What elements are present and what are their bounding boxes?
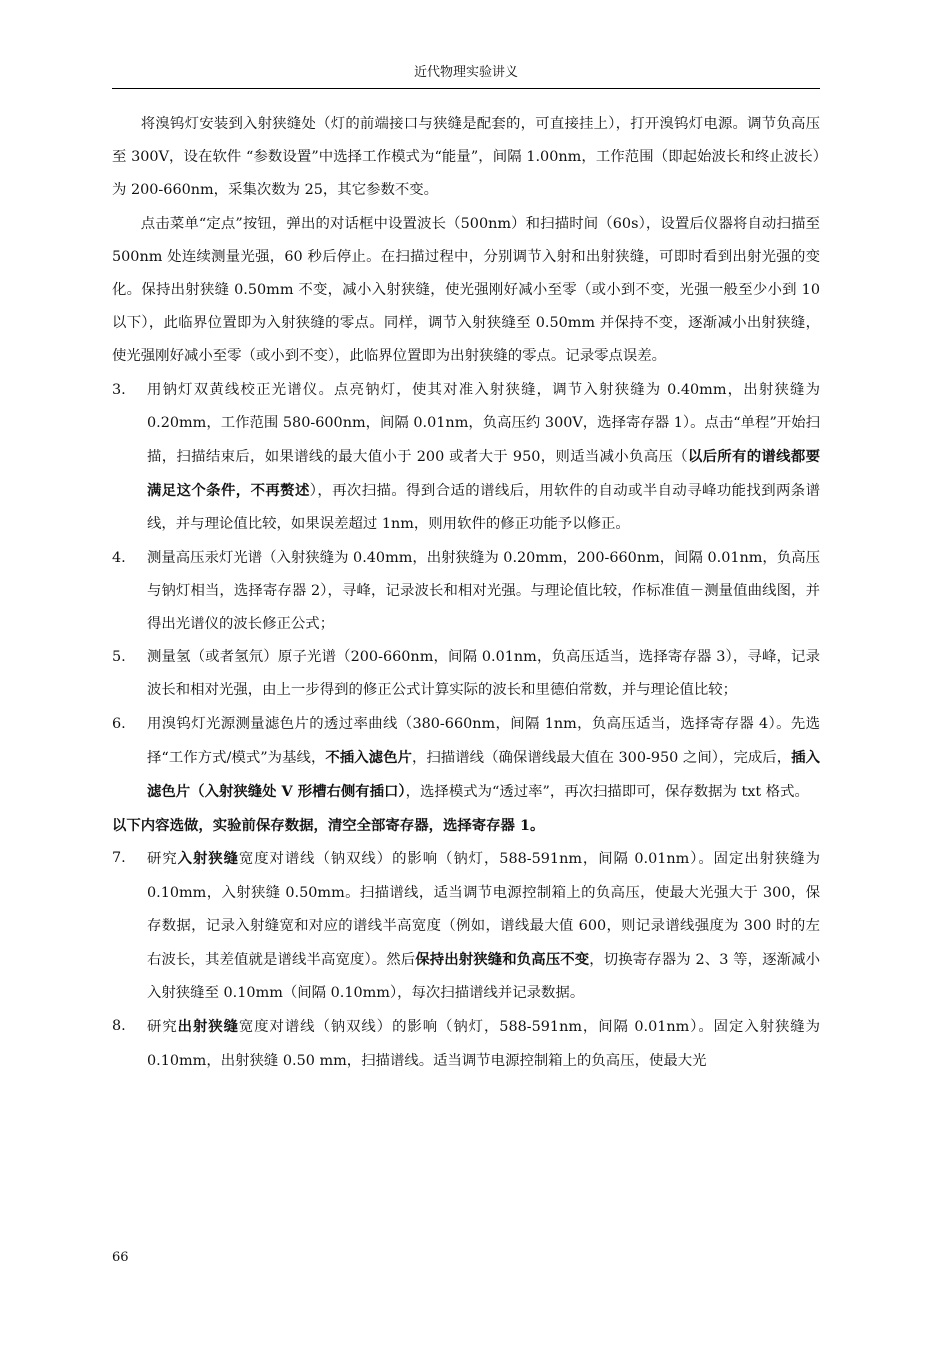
list-item — [112, 842, 820, 1010]
item-text: 测量高压汞灯光谱（入射狭缝为 0.40mm，出射狭缝为 0.20mm，200-660nm，间隔 0.01nm，负高压与钠灯相当，选择寄存器 2），寻峰，记录波长和相对光强。与理论值比较，作标准值－测量值曲线图，并得出光谱仪的波长修正公式； — [147, 549, 820, 633]
running-header: 近代物理实验讲义 — [413, 65, 518, 80]
item-bold-text: 不插入滤色片 — [325, 748, 412, 766]
item-number: 8. — [112, 1018, 126, 1035]
item-text: 宽度对谱线（钠双线）的影响（钠灯，588-591nm，间隔 0.01nm）。固定入射狭缝为 0.10mm，出射狭缝 0.50 mm，扫描谱线。适当调节电源控制箱上的负高压，使最大光 — [147, 1019, 820, 1069]
paragraph-bromine-tungsten-lamp: 将溴钨灯安装到入射狭缝处（灯的前端接口与狭缝是配套的，可直接挂上），打开溴钨灯电源。调节负高压至 300V，设在软件 “参数设置”中选择工作模式为“能量”，间隔 1.00nm，工作范围（即起始波长和终止波长）为 200-660nm，采集次数为 25，其它参数不变。 — [112, 116, 820, 199]
item-text: ），再次扫描。得到合适的谱线后，用软件的自动或半自动寻峰功能找到两条谱线，并与理论值比较，如果误差超过 1nm，则用软件的修正功能予以修正。 — [147, 483, 820, 533]
item-text: 研究 — [147, 1019, 178, 1036]
item-text: ，扫描谱线（确保谱线最大值在 300-950 之间），完成后， — [411, 749, 792, 766]
item-number: 3. — [112, 381, 126, 398]
header-rule — [112, 88, 820, 89]
item-text: 用钠灯双黄线校正光谱仪。点亮钠灯，使其对准入射狭缝，调节入射狭缝为 0.40mm，出射狭缝为 0.20mm，工作范围 580-600nm，间隔 0.01nm，负高压约 300V，选择寄存器 1）。点击“单程”开始扫描，扫描结束后，如果谱线的最大值小于 200 或者大于 950，则适当减小负高压（ — [147, 381, 820, 466]
item-bold-text: 插入滤色片（入射狭缝处 V 形槽右侧有插口） — [147, 748, 820, 801]
item-bold-text: 以后所有的谱线都要满足这个条件，不再赘述 — [147, 448, 820, 500]
item-number: 6. — [112, 715, 126, 732]
paragraph-fixed-point-zero: 点击菜单“定点”按钮，弹出的对话框中设置波长（500nm）和扫描时间（60s），设置后仪器将自动扫描至 500nm 处连续测量光强，60 秒后停止。在扫描过程中，分别调节入射和出射狭缝，可即时看到出射光强的变化。保持出射狭缝 0.50mm 不变，减小入射狭缝，使光强刚好减小至零（或小到不变，光强一般至少小到 10 以下），此临界位置即为入射狭缝的零点。同样，调节入射狭缝至 0.50mm 并保持不变，逐渐减小出射狭缝，使光强刚好减小至零（或小到不变），此临界位置即为出射狭缝的零点。记录零点误差。 — [112, 215, 820, 365]
item-number: 5. — [112, 649, 126, 666]
list-item — [112, 542, 820, 642]
list-item — [112, 374, 820, 542]
item-text: ，选择模式为“透过率”，再次扫描即可，保存数据为 txt 格式。 — [405, 784, 809, 801]
item-text: 测量氢（或者氢氘）原子光谱（200-660nm，间隔 0.01nm，负高压适当，选择寄存器 3），寻峰，记录波长和相对光强，由上一步得到的修正公式计算实际的波长和里德伯常数，并与理论值比较； — [147, 649, 820, 699]
item-text: 宽度对谱线（钠双线）的影响（钠灯，588-591nm，间隔 0.01nm）。固定出射狭缝为 0.10mm，入射狭缝 0.50mm。扫描谱线，适当调节电源控制箱上的负高压，使最大光强大于 300，保存数据，记录入射缝宽和对应的谱线半高宽度（例如，谱线最大值 600，则记录谱线强度为 300 时的左右波长，其差值就是谱线半高宽度）。然后 — [147, 851, 820, 969]
item-bold-text: 入射狭缝 — [177, 850, 239, 868]
page-body — [112, 108, 820, 1078]
item-bold-text: 保持出射狭缝和负高压不变 — [415, 951, 590, 969]
item-number: 7. — [112, 850, 126, 867]
list-item — [112, 708, 820, 810]
page-number: 66 — [112, 1250, 129, 1265]
item-text: 研究 — [147, 851, 178, 868]
item-number: 4. — [112, 549, 126, 566]
item-text: ，切换寄存器为 2、3 等，逐渐减小入射狭缝至 0.10mm（间隔 0.10mm），每次扫描谱线并记录数据。 — [147, 952, 820, 1002]
item-bold-text: 出射狭缝 — [177, 1018, 239, 1036]
item-text: 用溴钨灯光源测量滤色片的透过率曲线（380-660nm，间隔 1nm，负高压适当，选择寄存器 4）。先选择“工作方式/模式”为基线， — [147, 715, 820, 766]
list-item — [112, 1010, 820, 1077]
optional-section-heading: 以下内容选做，实验前保存数据，清空全部寄存器，选择寄存器 1。 — [112, 817, 545, 835]
list-item — [112, 641, 820, 707]
